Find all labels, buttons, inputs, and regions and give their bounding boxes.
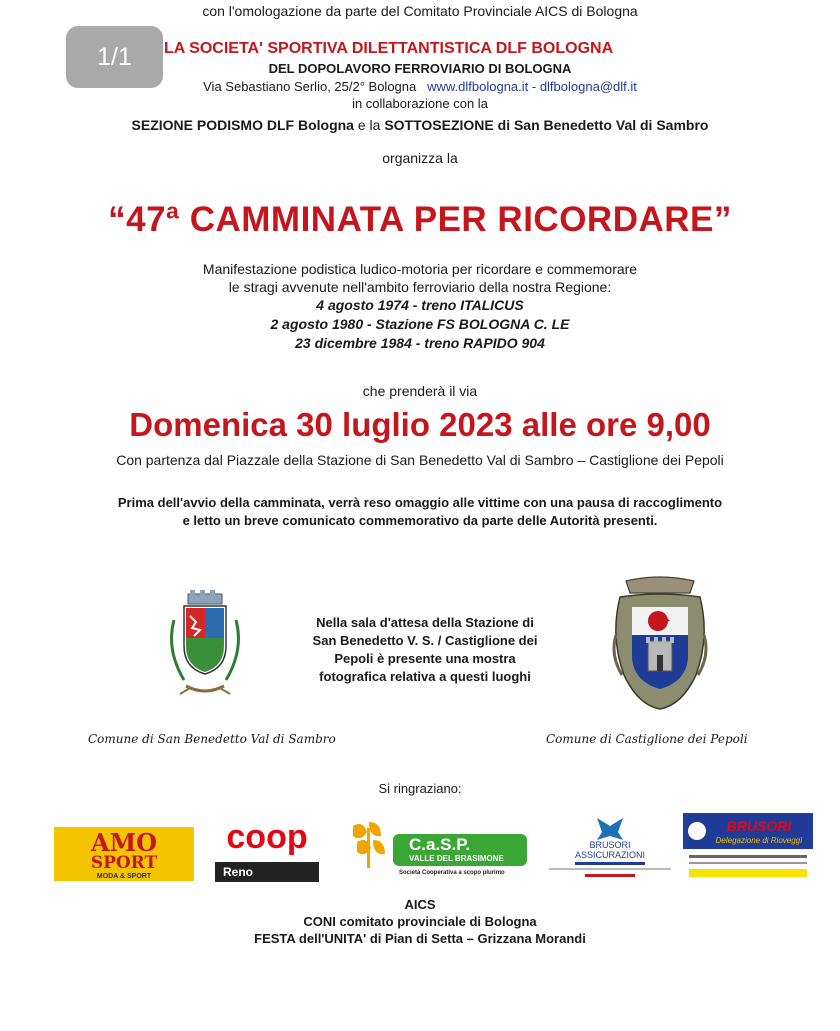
amo-tagline: MODA & SPORT bbox=[96, 873, 152, 880]
start-intro: che prenderà il via bbox=[362, 383, 478, 399]
tribute-line: Prima dell'avvio della camminata, verrà reso omaggio alle vittime con una pausa di raccoglimento bbox=[117, 495, 723, 510]
memorial-date: 2 agosto 1980 - Stazione FS BOLOGNA C. LE bbox=[270, 316, 570, 332]
event-title: “47ª CAMMINATA PER RICORDARE” bbox=[108, 200, 732, 239]
assicurazioni-text: ASSICURAZIONI bbox=[574, 850, 646, 860]
exhibition-line: Nella sala d'attesa della Stazione di bbox=[316, 615, 534, 630]
coop-reno-text: Reno bbox=[223, 865, 253, 879]
brusori-del-text: BRUSORI bbox=[726, 818, 792, 834]
organizza-text: organizza la bbox=[382, 150, 458, 166]
amo-logo-text: AMO bbox=[90, 828, 158, 857]
omologazione-text: con l'omologazione da parte del Comitato Provinciale AICS di Bologna bbox=[202, 3, 638, 19]
casp-tagline: Società Cooperativa a scopo plurimo bbox=[399, 870, 505, 876]
event-date-time: Domenica 30 luglio 2023 alle ore 9,00 bbox=[129, 406, 711, 443]
start-location: Con partenza dal Piazzale della Stazione di San Benedetto Val di Sambro – Castiglione dei Pepoli bbox=[116, 452, 724, 468]
society-name: LA SOCIETA' SPORTIVA DILETTANTISTICA DLF BOLOGNA bbox=[164, 40, 614, 57]
exhibition-line: Pepoli è presente una mostra bbox=[334, 651, 516, 666]
exhibition-line: San Benedetto V. S. / Castiglione dei bbox=[312, 633, 538, 648]
amo-sport-text: SPORT bbox=[90, 853, 158, 873]
memorial-date: 23 dicembre 1984 - treno RAPIDO 904 bbox=[295, 335, 545, 351]
page-counter-label: 1/1 bbox=[97, 42, 132, 71]
footer-line: CONI comitato provinciale di Bologna bbox=[303, 914, 537, 929]
memorial-date: 4 agosto 1974 - treno ITALICUS bbox=[316, 297, 524, 313]
address-text: Via Sebastiano Serlio, 25/2° Bologna bbox=[203, 79, 417, 94]
event-description bbox=[0, 260, 840, 296]
exhibition-line: fotografica relativa a questi luoghi bbox=[319, 669, 531, 684]
brusori-text: BRUSORI bbox=[589, 840, 631, 850]
coop-reno-logo bbox=[215, 818, 319, 882]
amo-sport-logo bbox=[54, 827, 194, 881]
supporters-footer bbox=[0, 896, 840, 947]
website-email-link[interactable]: www.dlfbologna.it - dlfbologna@dlf.it bbox=[427, 79, 637, 94]
san-benedetto-coat-of-arms bbox=[160, 590, 250, 705]
sezione-podismo: SEZIONE PODISMO DLF Bologna bbox=[131, 117, 354, 133]
memorial-dates bbox=[0, 296, 840, 353]
description-line: le stragi avvenute nell'ambito ferroviario della nostra Regione: bbox=[228, 279, 612, 295]
casp-subtitle: VALLE DEL BRASIMONE bbox=[409, 854, 504, 863]
brusori-delegazione-logo bbox=[683, 813, 813, 879]
comune-castiglione-caption: Comune di Castiglione dei Pepoli bbox=[546, 732, 748, 746]
tribute-notice bbox=[0, 494, 840, 530]
footer-line: AICS bbox=[404, 897, 436, 912]
collaboration-text: in collaborazione con la bbox=[352, 96, 488, 111]
address-line bbox=[0, 79, 840, 94]
casp-logo-text: C.a.S.P. bbox=[409, 835, 471, 854]
coop-logo-text: coop bbox=[226, 818, 308, 856]
thanks-heading: Si ringraziano: bbox=[378, 781, 462, 796]
footer-line: FESTA dell'UNITA' di Pian di Setta – Grizzana Morandi bbox=[254, 931, 586, 946]
castiglione-coat-of-arms bbox=[606, 575, 714, 715]
sezione-connector: e la bbox=[353, 117, 385, 133]
dopolavoro-name: DEL DOPOLAVORO FERROVIARIO DI BOLOGNA bbox=[268, 61, 572, 76]
delegazione-text: Delegazione di Rioveggì bbox=[715, 836, 803, 845]
brusori-assicurazioni-logo bbox=[545, 814, 675, 880]
casp-logo bbox=[347, 818, 531, 876]
sottosezione: SOTTOSEZIONE di San Benedetto Val di Sambro bbox=[384, 117, 709, 133]
exhibition-notice bbox=[290, 614, 560, 686]
comune-san-benedetto-caption: Comune di San Benedetto Val di Sambro bbox=[88, 732, 336, 746]
sezione-line bbox=[0, 117, 840, 133]
tribute-line: e letto un breve comunicato commemorativo da parte delle Autorità presenti. bbox=[182, 513, 658, 528]
description-line: Manifestazione podistica ludico-motoria per ricordare e commemorare bbox=[202, 261, 638, 277]
